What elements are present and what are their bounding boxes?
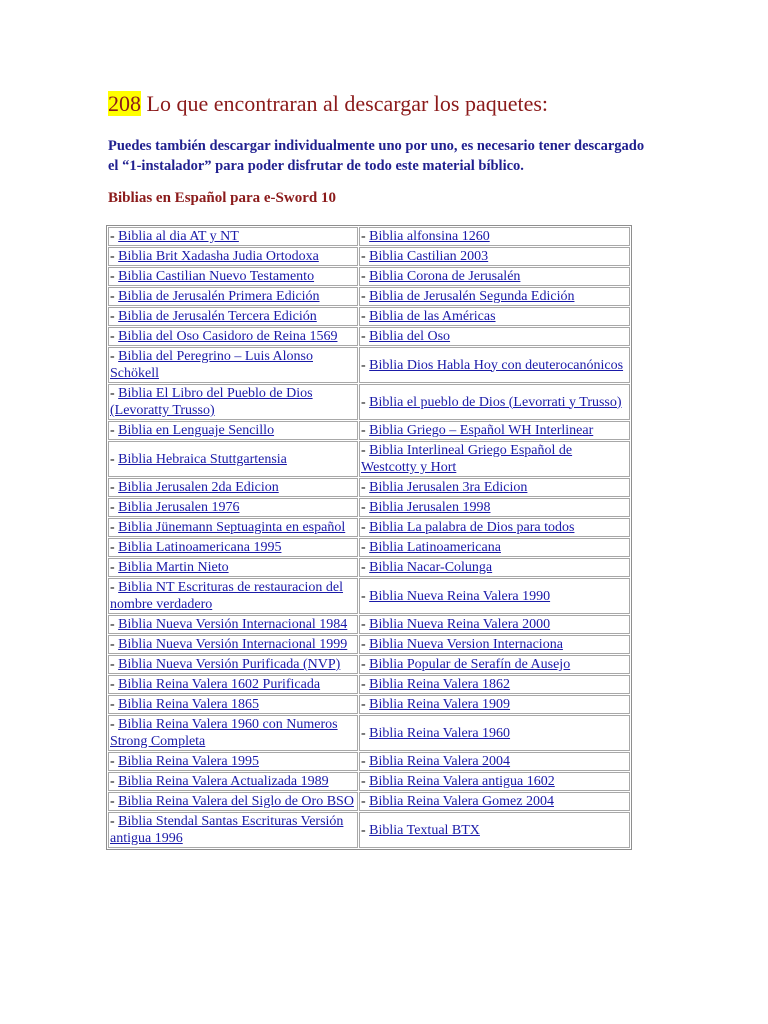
list-dash: - — [361, 697, 370, 712]
section-title: Biblias en Español para e-Sword 10 — [108, 190, 336, 206]
bible-link[interactable]: Biblia Castilian Nuevo Testamento — [118, 269, 315, 284]
list-dash: - — [110, 560, 119, 575]
list-dash: - — [361, 443, 370, 458]
table-row — [108, 498, 630, 517]
bible-link[interactable]: Biblia Reina Valera 1909 — [369, 697, 511, 712]
table-row — [108, 752, 630, 771]
bible-link[interactable]: Biblia Reina Valera del Siglo de Oro BSO — [118, 794, 354, 809]
table-cell — [108, 558, 358, 577]
list-dash: - — [361, 560, 370, 575]
list-dash: - — [361, 357, 370, 373]
table-cell — [359, 327, 630, 346]
table-cell — [108, 421, 358, 440]
table-cell — [108, 384, 358, 420]
bible-link[interactable]: Biblia Jerusalen 3ra Edicion — [369, 480, 528, 495]
table-cell — [108, 441, 358, 477]
table-cell — [359, 675, 630, 694]
list-dash: - — [361, 329, 370, 344]
bible-link[interactable]: Biblia Reina Valera 1995 — [118, 754, 260, 769]
table-cell — [108, 812, 358, 848]
table-row — [108, 615, 630, 634]
bible-link[interactable]: Biblia Nueva Reina Valera 1990 — [369, 588, 551, 604]
table-cell — [108, 792, 358, 811]
table-cell — [108, 478, 358, 497]
list-dash: - — [361, 249, 370, 264]
table-row — [108, 715, 630, 751]
bible-link[interactable]: Biblia Martin Nieto — [118, 560, 229, 575]
bible-list-table — [106, 225, 632, 850]
list-dash: - — [110, 451, 119, 467]
bible-link[interactable]: Biblia Nueva Versión Internacional 1984 — [118, 617, 348, 632]
list-dash: - — [361, 588, 370, 604]
table-cell — [108, 287, 358, 306]
table-cell — [359, 615, 630, 634]
table-cell — [359, 655, 630, 674]
bible-link[interactable]: Biblia Nueva Versión Internacional 1999 — [118, 637, 348, 652]
list-dash: - — [361, 309, 370, 324]
table-cell — [108, 327, 358, 346]
table-cell — [108, 518, 358, 537]
bible-link[interactable]: Biblia Reina Valera 1862 — [369, 677, 511, 692]
list-dash: - — [110, 423, 119, 438]
list-dash: - — [110, 520, 119, 535]
list-dash: - — [361, 289, 370, 304]
table-row — [108, 792, 630, 811]
bible-link[interactable]: Biblia Reina Valera 1960 — [369, 725, 511, 741]
bible-link[interactable]: Biblia de Jerusalén Segunda Edición — [369, 289, 575, 304]
list-dash: - — [110, 794, 119, 809]
list-dash: - — [110, 617, 119, 632]
list-dash: - — [361, 540, 370, 555]
table-cell — [108, 267, 358, 286]
bible-link[interactable]: Biblia Reina Valera 1602 Purificada — [118, 677, 321, 692]
highlighted-number: 208 — [108, 91, 141, 116]
bible-link[interactable]: Biblia Reina Valera 1960 con Numeros Strong Completa — [110, 717, 338, 749]
list-dash: - — [361, 394, 370, 410]
table-row — [108, 558, 630, 577]
list-dash: - — [110, 229, 119, 244]
table-cell — [359, 538, 630, 557]
page-title — [108, 91, 548, 117]
table-cell — [108, 347, 358, 383]
list-dash: - — [110, 677, 119, 692]
list-dash: - — [110, 500, 119, 515]
list-dash: - — [361, 500, 370, 515]
bible-link[interactable]: Biblia del Oso — [369, 329, 451, 344]
bible-link[interactable]: Biblia Jerusalen 1976 — [118, 500, 240, 515]
bible-link[interactable]: Biblia Reina Valera 1865 — [118, 697, 260, 712]
list-dash: - — [110, 349, 119, 364]
list-dash: - — [110, 269, 119, 284]
bible-link[interactable]: Biblia de las Américas — [369, 309, 496, 324]
bible-link[interactable]: Biblia del Oso Casidoro de Reina 1569 — [118, 329, 338, 344]
table-cell — [108, 752, 358, 771]
bible-link[interactable]: Biblia Hebraica Stuttgartensia — [118, 451, 287, 467]
table-row — [108, 327, 630, 346]
list-dash: - — [361, 754, 370, 769]
list-dash: - — [110, 697, 119, 712]
list-dash: - — [361, 657, 370, 672]
list-dash: - — [361, 677, 370, 692]
table-row — [108, 518, 630, 537]
bible-link[interactable]: Biblia Corona de Jerusalén — [369, 269, 521, 284]
list-dash: - — [361, 774, 370, 789]
list-dash: - — [110, 774, 119, 789]
bible-link[interactable]: Biblia Jünemann Septuaginta en español — [118, 520, 346, 535]
table-cell — [108, 307, 358, 326]
bible-link[interactable]: Biblia Reina Valera 2004 — [369, 754, 511, 769]
bible-link[interactable]: Biblia Jerusalen 1998 — [369, 500, 491, 515]
list-dash: - — [361, 822, 370, 838]
table-row — [108, 675, 630, 694]
table-row — [108, 247, 630, 266]
bible-link[interactable]: Biblia Nueva Versión Purificada (NVP) — [118, 657, 341, 672]
bible-link[interactable]: Biblia La palabra de Dios para todos — [369, 520, 575, 535]
table-cell — [108, 655, 358, 674]
bible-link[interactable]: Biblia Stendal Santas Escrituras Versión antigua 1996 — [110, 814, 344, 846]
bible-link[interactable]: Biblia NT Escrituras de restauracion del nombre verdadero — [110, 580, 344, 612]
table-row — [108, 772, 630, 791]
list-dash: - — [361, 617, 370, 632]
bible-link[interactable]: Biblia Jerusalen 2da Edicion — [118, 480, 279, 495]
bible-link[interactable]: Biblia Brit Xadasha Judia Ortodoxa — [118, 249, 319, 264]
table-cell — [359, 347, 630, 383]
bible-list-body — [108, 227, 630, 848]
bible-link[interactable]: Biblia en Lenguaje Sencillo — [118, 423, 275, 438]
table-cell — [108, 498, 358, 517]
list-dash: - — [110, 580, 119, 595]
list-dash: - — [110, 480, 119, 495]
list-dash: - — [361, 725, 370, 741]
table-cell — [108, 227, 358, 246]
table-cell — [108, 538, 358, 557]
bible-link[interactable]: Biblia Latinoamericana — [369, 540, 501, 555]
table-cell — [108, 772, 358, 791]
bible-link[interactable]: Biblia de Jerusalén Primera Edición — [118, 289, 320, 304]
table-cell — [359, 384, 630, 420]
title-text: Lo que encontraran al descargar los paquetes: — [146, 91, 549, 116]
bible-link[interactable]: Biblia Reina Valera antigua 1602 — [369, 774, 555, 789]
table-row — [108, 578, 630, 614]
table-cell — [108, 578, 358, 614]
list-dash: - — [110, 329, 119, 344]
bible-link[interactable]: Biblia Griego – Español WH Interlinear — [369, 423, 594, 438]
table-cell — [359, 558, 630, 577]
list-dash: - — [110, 540, 119, 555]
table-cell — [359, 635, 630, 654]
table-cell — [359, 715, 630, 751]
list-dash: - — [361, 229, 370, 244]
list-dash: - — [361, 480, 370, 495]
list-dash: - — [361, 520, 370, 535]
table-cell — [359, 478, 630, 497]
table-row — [108, 287, 630, 306]
table-cell — [359, 267, 630, 286]
table-cell — [359, 772, 630, 791]
table-cell — [359, 812, 630, 848]
bible-link[interactable]: Biblia de Jerusalén Tercera Edición — [118, 309, 317, 324]
table-row — [108, 384, 630, 420]
table-row — [108, 307, 630, 326]
bible-link[interactable]: Biblia al dia AT y NT — [118, 229, 239, 244]
table-cell — [108, 695, 358, 714]
bible-link[interactable]: Biblia Textual BTX — [369, 822, 480, 838]
list-dash: - — [110, 386, 119, 401]
table-row — [108, 227, 630, 246]
list-dash: - — [361, 423, 370, 438]
bible-link[interactable]: Biblia Latinoamericana 1995 — [118, 540, 282, 555]
table-cell — [359, 227, 630, 246]
table-cell — [359, 287, 630, 306]
list-dash: - — [110, 754, 119, 769]
table-row — [108, 441, 630, 477]
bible-link[interactable]: Biblia el pueblo de Dios (Levorrati y Trusso) — [369, 394, 622, 410]
table-cell — [108, 715, 358, 751]
table-cell — [359, 307, 630, 326]
table-cell — [359, 695, 630, 714]
list-dash: - — [361, 269, 370, 284]
bible-link[interactable]: Biblia Popular de Serafín de Ausejo — [369, 657, 571, 672]
table-row — [108, 538, 630, 557]
bible-link[interactable]: Biblia Nacar-Colunga — [369, 560, 493, 575]
list-dash: - — [110, 717, 119, 732]
table-row — [108, 635, 630, 654]
bible-link[interactable]: Biblia Reina Valera Actualizada 1989 — [118, 774, 329, 789]
table-row — [108, 655, 630, 674]
list-dash: - — [110, 814, 119, 829]
table-row — [108, 267, 630, 286]
table-cell — [359, 518, 630, 537]
list-dash: - — [110, 637, 119, 652]
table-cell — [108, 635, 358, 654]
table-row — [108, 695, 630, 714]
table-cell — [359, 421, 630, 440]
table-row — [108, 812, 630, 848]
bible-link[interactable]: Biblia del Peregrino – Luis Alonso Schökell — [110, 349, 313, 381]
bible-link[interactable]: Biblia Interlineal Griego Español de Westcotty y Hort — [361, 443, 573, 475]
bible-link[interactable]: Biblia alfonsina 1260 — [369, 229, 490, 244]
list-dash: - — [361, 637, 370, 652]
table-cell — [359, 247, 630, 266]
intro-paragraph: Puedes también descargar individualmente uno por uno, es necesario tener descargado el “1-instalador” para poder disfrutar de todo este material bíblico. — [108, 138, 645, 174]
table-cell — [108, 615, 358, 634]
table-row — [108, 347, 630, 383]
list-dash: - — [110, 309, 119, 324]
bible-link[interactable]: Biblia Nueva Version Internaciona — [369, 637, 563, 652]
list-dash: - — [110, 657, 119, 672]
table-cell — [359, 792, 630, 811]
table-cell — [359, 578, 630, 614]
bible-link[interactable]: Biblia Nueva Reina Valera 2000 — [369, 617, 551, 632]
table-cell — [359, 752, 630, 771]
table-row — [108, 478, 630, 497]
table-cell — [359, 498, 630, 517]
list-dash: - — [361, 794, 370, 809]
list-dash: - — [110, 249, 119, 264]
bible-link[interactable]: Biblia El Libro del Pueblo de Dios (Levoratty Trusso) — [110, 386, 313, 418]
bible-link[interactable]: Biblia Reina Valera Gomez 2004 — [369, 794, 554, 809]
table-row — [108, 421, 630, 440]
table-cell — [359, 441, 630, 477]
bible-link[interactable]: Biblia Castilian 2003 — [369, 249, 489, 264]
list-dash: - — [110, 289, 119, 304]
bible-link[interactable]: Biblia Dios Habla Hoy con deuterocanónicos — [369, 357, 624, 373]
table-cell — [108, 675, 358, 694]
table-cell — [108, 247, 358, 266]
